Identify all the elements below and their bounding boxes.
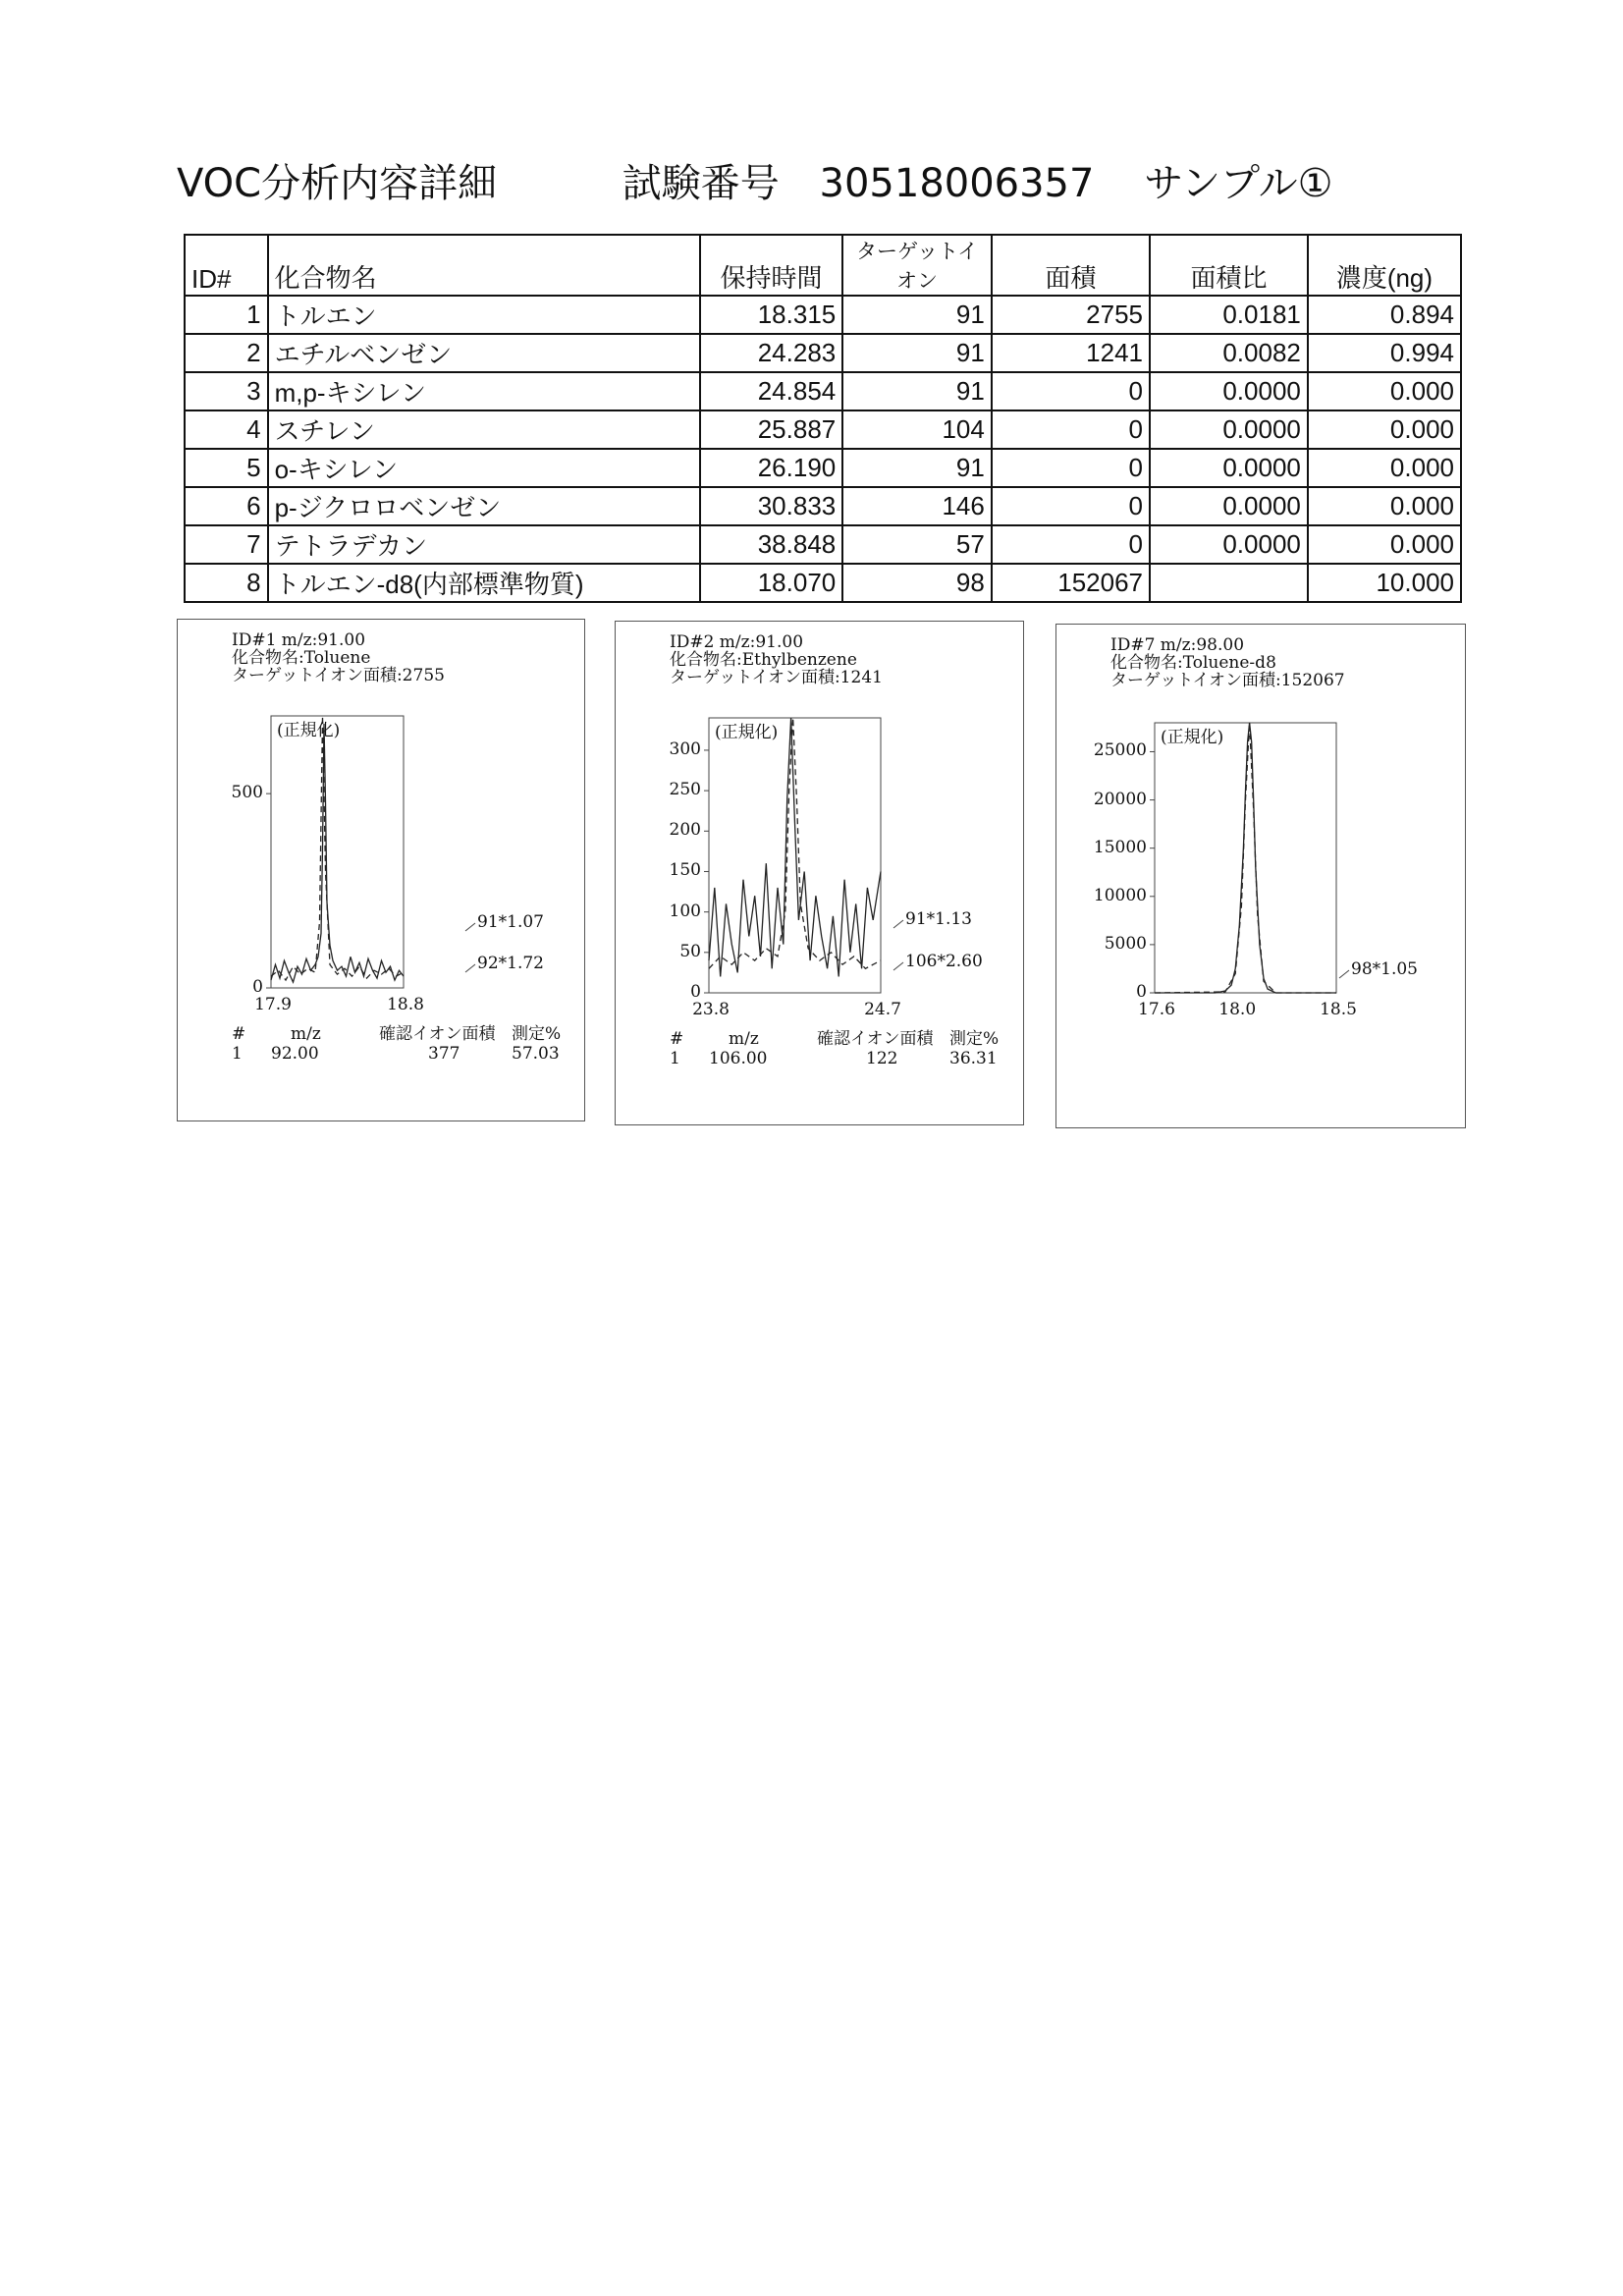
chromatogram-svg [1056, 625, 1465, 1127]
footer-header-cell: 確認イオン面積 [379, 1024, 496, 1044]
x-tick-label: 18.0 [1218, 1000, 1257, 1019]
chart-header-line: ID#2 m/z:91.00 [670, 632, 804, 652]
cell-id: 7 [185, 525, 268, 564]
x-tick-label: 17.6 [1138, 1000, 1175, 1019]
legend-label: 91*1.13 [905, 909, 972, 929]
chart-header-line: ターゲットイオン面積:1241 [670, 668, 883, 687]
footer-value-cell: 1 [232, 1044, 243, 1064]
cell-area: 0 [992, 525, 1150, 564]
footer-value-cell: 1 [670, 1049, 680, 1068]
y-tick-label: 0 [252, 977, 263, 997]
table-header-row [185, 235, 1461, 296]
cell-area: 0 [992, 372, 1150, 410]
y-tick-label: 20000 [1093, 789, 1147, 809]
cell-area: 0 [992, 487, 1150, 525]
cell-concentration: 0.000 [1308, 525, 1461, 564]
cell-area: 1241 [992, 334, 1150, 372]
chart-series-line [271, 721, 404, 982]
cell-target-ion: 104 [842, 410, 992, 449]
footer-value-cell: 57.03 [512, 1044, 560, 1064]
cell-concentration: 0.000 [1308, 487, 1461, 525]
cell-area-ratio: 0.0181 [1150, 296, 1308, 334]
cell-area-ratio: 0.0000 [1150, 449, 1308, 487]
legend-leader [893, 962, 903, 970]
cell-compound: スチレン [268, 410, 700, 449]
footer-value-cell: 377 [428, 1044, 460, 1064]
cell-retention-time: 18.070 [700, 564, 843, 602]
cell-compound: トルエン [268, 296, 700, 334]
footer-header-cell: # [232, 1024, 246, 1044]
voc-results-table [184, 234, 1462, 603]
x-tick-label: 17.9 [254, 995, 292, 1014]
col-header-concentration: 濃度(ng) [1308, 235, 1461, 296]
footer-header-cell: 測定% [949, 1029, 1000, 1049]
cell-target-ion: 57 [842, 525, 992, 564]
y-tick-label: 150 [669, 860, 701, 881]
cell-concentration: 10.000 [1308, 564, 1461, 602]
legend-leader [465, 964, 475, 972]
cell-compound: m,p-キシレン [268, 372, 700, 410]
footer-header-cell: m/z [291, 1024, 321, 1044]
cell-id: 1 [185, 296, 268, 334]
chart-header-line: ID#7 m/z:98.00 [1110, 635, 1245, 655]
cell-area-ratio: 0.0000 [1150, 525, 1308, 564]
cell-retention-time: 24.854 [700, 372, 843, 410]
normalized-label: (正規化) [277, 721, 341, 740]
col-header-area: 面積 [992, 235, 1150, 296]
cell-compound: o-キシレン [268, 449, 700, 487]
col-header-retention-time: 保持時間 [700, 235, 843, 296]
chart-series-line [709, 718, 881, 977]
col-header-area-ratio: 面積比 [1150, 235, 1308, 296]
cell-area-ratio [1150, 564, 1308, 602]
y-tick-label: 5000 [1104, 933, 1147, 954]
cell-area-ratio: 0.0082 [1150, 334, 1308, 372]
chart-series-line [709, 718, 881, 968]
chart-series-line [1155, 723, 1336, 993]
x-tick-label: 24.7 [864, 1000, 901, 1019]
table-row [185, 296, 1461, 334]
y-tick-label: 0 [690, 982, 701, 1002]
cell-target-ion: 91 [842, 449, 992, 487]
cell-id: 2 [185, 334, 268, 372]
col-header-compound: 化合物名 [268, 235, 700, 296]
footer-header-cell: m/z [729, 1029, 759, 1049]
y-tick-label: 10000 [1093, 885, 1147, 905]
chromatogram-panel-toluene [177, 619, 585, 1121]
legend-label: 91*1.07 [477, 912, 544, 932]
cell-compound: p-ジクロロベンゼン [268, 487, 700, 525]
cell-concentration: 0.000 [1308, 449, 1461, 487]
test-number-label: 試験番号 [622, 161, 780, 206]
chart-header-line: ID#1 m/z:91.00 [232, 630, 366, 650]
plot-frame [271, 716, 404, 988]
cell-area-ratio: 0.0000 [1150, 372, 1308, 410]
chart-header-line: ターゲットイオン面積:152067 [1110, 671, 1345, 690]
footer-header-cell: 確認イオン面積 [817, 1029, 934, 1049]
cell-concentration: 0.000 [1308, 372, 1461, 410]
cell-area-ratio: 0.0000 [1150, 487, 1308, 525]
cell-retention-time: 18.315 [700, 296, 843, 334]
page-title-line [177, 152, 1332, 208]
footer-value-cell: 92.00 [271, 1044, 319, 1064]
plot-frame [709, 718, 881, 993]
cell-area-ratio: 0.0000 [1150, 410, 1308, 449]
table-row [185, 487, 1461, 525]
cell-target-ion: 98 [842, 564, 992, 602]
legend-label: 106*2.60 [905, 952, 983, 971]
cell-concentration: 0.994 [1308, 334, 1461, 372]
table-row [185, 410, 1461, 449]
page-title: VOC分析内容詳細 [177, 161, 498, 206]
cell-compound: エチルベンゼン [268, 334, 700, 372]
footer-header-cell: 測定% [512, 1024, 562, 1044]
y-tick-label: 25000 [1093, 740, 1147, 761]
chromatogram-panel-ethylbenzene [615, 621, 1024, 1125]
footer-value-cell: 106.00 [709, 1049, 768, 1068]
footer-value-cell: 36.31 [949, 1049, 998, 1068]
y-tick-label: 100 [669, 901, 701, 921]
chart-header-line: ターゲットイオン面積:2755 [232, 666, 445, 685]
cell-area: 2755 [992, 296, 1150, 334]
normalized-label: (正規化) [1161, 728, 1224, 747]
chart-header-line: 化合物名:Toluene [232, 648, 371, 668]
legend-leader [465, 923, 475, 931]
x-tick-label: 18.8 [387, 995, 424, 1014]
cell-target-ion: 91 [842, 334, 992, 372]
legend-label: 98*1.05 [1351, 959, 1418, 979]
legend-label: 92*1.72 [477, 954, 544, 973]
plot-frame [1155, 723, 1336, 993]
cell-retention-time: 24.283 [700, 334, 843, 372]
y-tick-label: 500 [231, 783, 263, 803]
cell-compound: トルエン-d8(内部標準物質) [268, 564, 700, 602]
footer-value-cell: 122 [866, 1049, 898, 1068]
y-tick-label: 15000 [1093, 837, 1147, 857]
table-row [185, 372, 1461, 410]
cell-retention-time: 26.190 [700, 449, 843, 487]
cell-concentration: 0.894 [1308, 296, 1461, 334]
chart-header-line: 化合物名:Toluene-d8 [1110, 653, 1276, 673]
col-header-id: ID# [185, 235, 268, 296]
x-tick-label: 23.8 [692, 1000, 730, 1019]
table-row [185, 334, 1461, 372]
cell-area: 0 [992, 449, 1150, 487]
sample-name: サンプル① [1144, 161, 1333, 206]
y-tick-label: 300 [669, 738, 701, 759]
table-row [185, 449, 1461, 487]
chart-series-line [271, 716, 404, 980]
legend-leader [1339, 970, 1349, 978]
cell-id: 6 [185, 487, 268, 525]
cell-retention-time: 38.848 [700, 525, 843, 564]
cell-id: 3 [185, 372, 268, 410]
cell-retention-time: 25.887 [700, 410, 843, 449]
cell-area: 0 [992, 410, 1150, 449]
cell-id: 5 [185, 449, 268, 487]
table-row [185, 564, 1461, 602]
cell-id: 8 [185, 564, 268, 602]
legend-leader [893, 920, 903, 928]
cell-id: 4 [185, 410, 268, 449]
cell-target-ion: 91 [842, 372, 992, 410]
cell-retention-time: 30.833 [700, 487, 843, 525]
y-tick-label: 200 [669, 820, 701, 841]
cell-target-ion: 91 [842, 296, 992, 334]
y-tick-label: 0 [1136, 982, 1147, 1002]
cell-concentration: 0.000 [1308, 410, 1461, 449]
footer-header-cell: # [670, 1029, 684, 1049]
cell-area: 152067 [992, 564, 1150, 602]
table-row [185, 525, 1461, 564]
chromatogram-panel-toluene-d8 [1055, 624, 1466, 1128]
x-tick-label: 18.5 [1320, 1000, 1357, 1019]
test-number: 30518006357 [819, 161, 1095, 206]
normalized-label: (正規化) [715, 723, 779, 742]
y-tick-label: 250 [669, 780, 701, 800]
y-tick-label: 50 [679, 941, 701, 961]
cell-compound: テトラデカン [268, 525, 700, 564]
chart-series-line [1155, 723, 1336, 993]
cell-target-ion: 146 [842, 487, 992, 525]
chart-header-line: 化合物名:Ethylbenzene [670, 650, 857, 670]
col-header-target-ion: ターゲットイオン [842, 235, 992, 296]
